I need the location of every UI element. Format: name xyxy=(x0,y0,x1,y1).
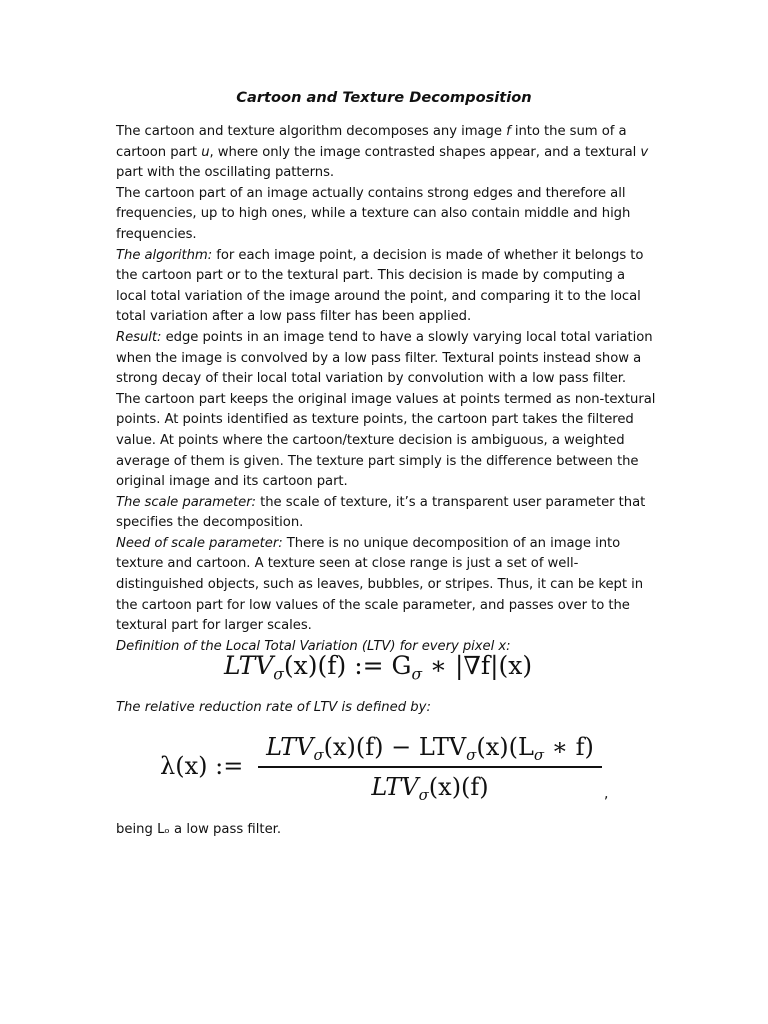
fraction-denominator: $LTV_\sigma(x)(f)$ xyxy=(371,772,489,804)
paragraph-scale-parameter: The scale parameter: the scale of texture, it’s a transparent user parameter that specifies the decomposition. xyxy=(116,494,646,531)
paragraph-ltv-definition: Definition of the Local Total Variation (LTV) for every pixel x: xyxy=(116,638,511,654)
equation-comma: , xyxy=(604,786,609,802)
label-need-scale: Need of scale parameter: xyxy=(116,535,283,551)
document-title: Cartoon and Texture Decomposition xyxy=(236,89,532,106)
fraction xyxy=(256,728,604,806)
paragraph-need-scale: Need of scale parameter: There is no unique decomposition of an image into texture and cartoon. A texture seen at close range is just a set of well-distinguished objects, such as leaves, bubbles, or stripes. Thus, it can be kept in the cartoon part for low values of the scale parameter, and passes over to the textural part for larger scales. xyxy=(116,535,644,634)
paragraph-intro: The cartoon and texture algorithm decomposes any image f into the sum of a cartoon part u, where only the image contrasted shapes appear, and a textural v part with the oscillating patterns. xyxy=(116,124,649,181)
document-body xyxy=(116,122,656,657)
label-scale-parameter: The scale parameter: xyxy=(116,494,256,510)
paragraph-algorithm: The algorithm: for each image point, a decision is made of whether it belongs to the cartoon part or to the textural part. This decision is made by computing a local total variation of the image around the point, and comparing it to the local total variation after a low pass filter has been applied. xyxy=(116,247,644,325)
paragraph-cartoon-frequencies: The cartoon part of an image actually contains strong edges and therefore all frequencies, up to high ones, while a texture can also contain middle and high frequencies. xyxy=(116,185,631,242)
equation-ltv: $LTV_\sigma(x)(f)$ := $G_\sigma$ ∗ |∇f|(x) xyxy=(224,651,533,684)
fraction-numerator: $LTV_\sigma(x)(f) - LTV_\sigma(x)(L_\sigma$ ∗ f) xyxy=(266,733,594,765)
equation-reduction-rate: λ(x) := $LTV_\sigma(x)(f) - LTV_\sigma(x)(L_\sigma$ ∗ f) $LTV_\sigma(x)(f)$ xyxy=(160,728,610,808)
paragraph-result: Result: edge points in an image tend to have a slowly varying local total variation when the image is convolved by a low pass filter. Textural points instead show a strong decay of their local total variation by convolution with a low pass filter. xyxy=(116,329,653,387)
paragraph-cartoon-part: The cartoon part keeps the original image values at points termed as non-textural points. At points identified as texture points, the cartoon part takes the filtered value. At points where the cartoon/texture decision is ambiguous, a weighted average of them is given. The texture part simply is the difference between the original image and its cartoon part. xyxy=(116,391,656,490)
reduction-rate-label: The relative reduction rate of LTV is defined by: xyxy=(116,700,431,715)
label-algorithm: The algorithm: xyxy=(116,247,213,263)
label-result: Result: xyxy=(116,329,162,345)
footer-note: being Lₒ a low pass filter. xyxy=(116,822,282,837)
